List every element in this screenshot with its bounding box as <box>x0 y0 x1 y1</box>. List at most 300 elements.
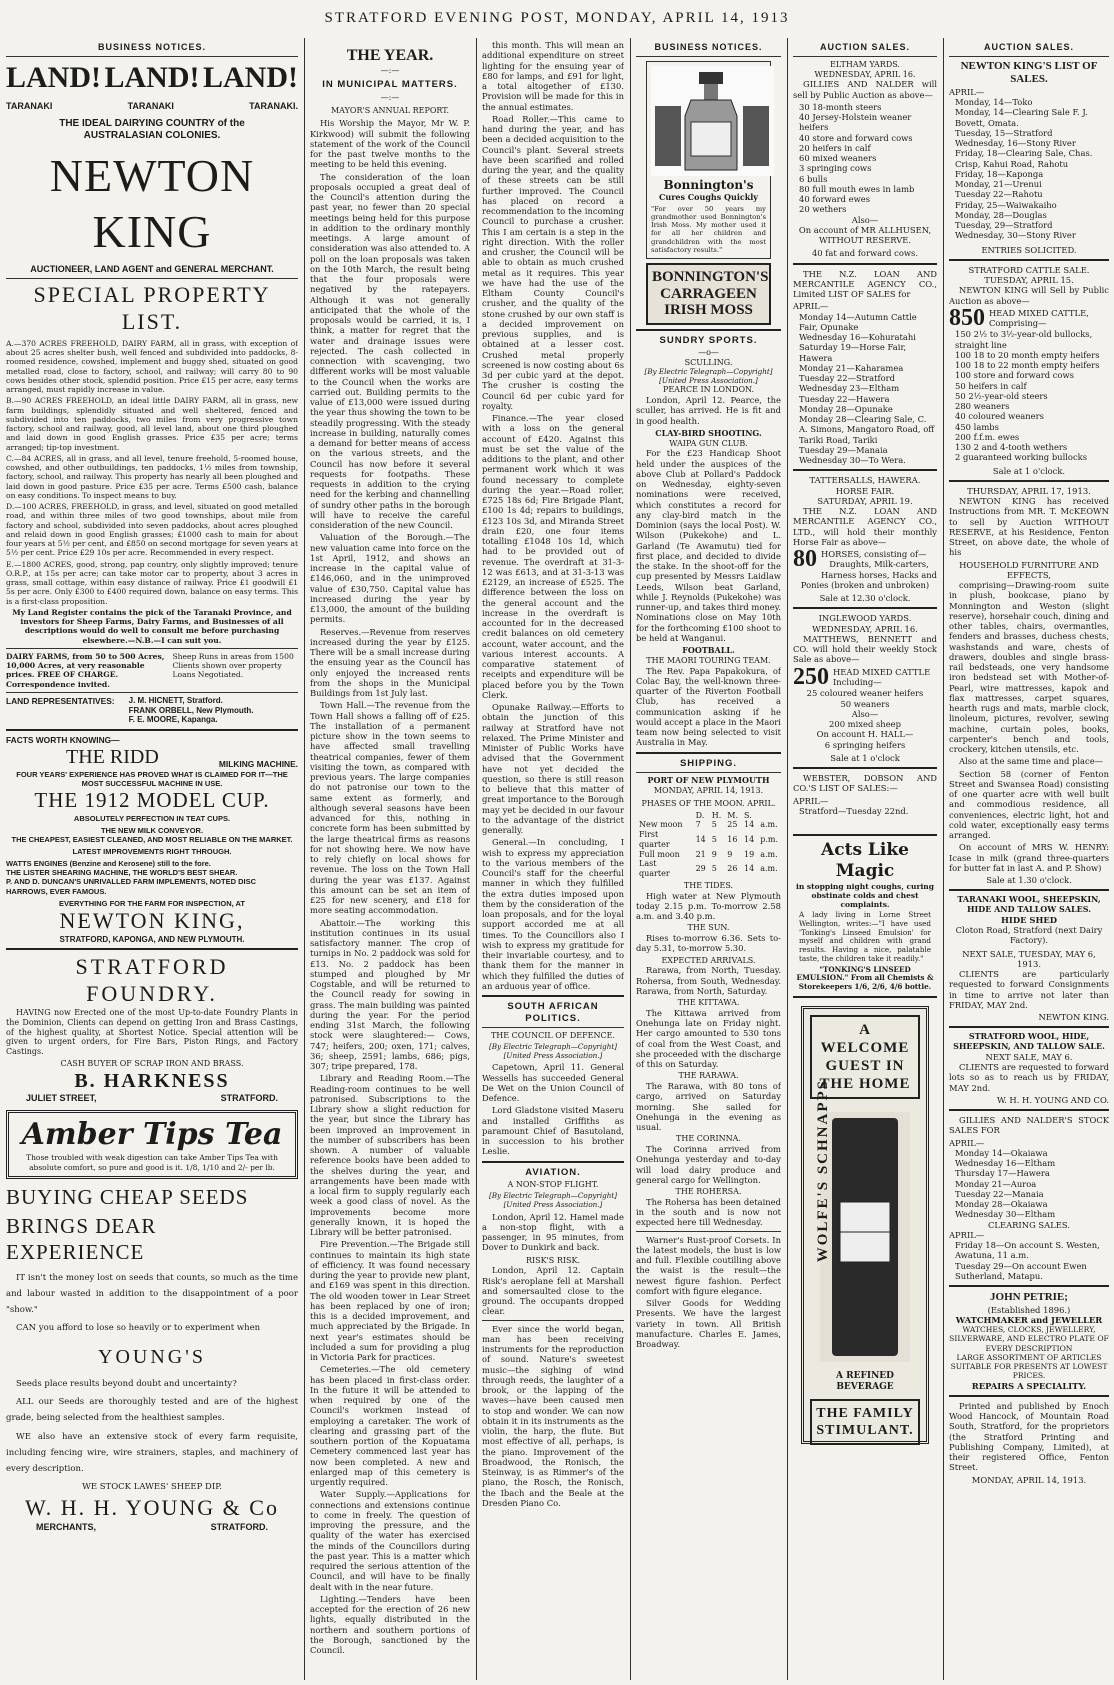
land-word: LAND! <box>203 60 298 94</box>
rarawa-title: THE RARAWA. <box>678 1071 739 1081</box>
list-item: Monday, 14—Toko <box>955 97 1033 108</box>
conveyor-line: THE CHEAPEST, EASIEST CLEANED, AND MOST RELIABLE ON THE MARKET. <box>11 834 293 844</box>
juliet-row <box>6 1093 298 1104</box>
list-item: Monday 14—Autumn Cattle Fair, Opunake <box>799 311 917 332</box>
article-paragraph: The Rarawa, with 80 tons of cargo, arrived on Saturday morning. She sailed for Onehunga in the evening as usual. <box>636 1081 781 1132</box>
sculling-head: PEARCE IN LONDON. <box>662 385 755 395</box>
cattle-list <box>793 688 937 750</box>
article-paragraph: Town Hall.—The revenue from the Town Hall shows a falling off of £25. The installation of a permanent picture show in the town seems to have affected small travelling theatrical companies, fewer of them visiting the town, as compared with previous years. The large companies do not patronise our town to the same extent as formerly, and although several seasons have been advanced for this, nothing in concrete form has been submitted by the large theatrical firms as reasons for not showing here. We now have to rely chiefly on local shows for revenue. The loss on the Town Hall during the year was £137. Against this amount can be set an item of £25 for new scenery, and £18 for more seating accommodation. <box>310 700 470 916</box>
list-item: 200 mixed sheep <box>829 719 901 730</box>
property-item: B.—90 ACRES FREEHOLD, an ideal little DAIRY FARM, all in grass, new farm buildings, splendidly situated and well sheltered, fenced and subdivided into ten paddocks, two miles from very progressive town factory, school and railway, good, all level land, about one third ploughed and laid down in good English grasses. Price £35 per acre; terms arranged; tip-top investment. <box>6 396 298 452</box>
april-label: APRIL— <box>793 301 829 312</box>
horse-fair: HORSE FAIR. <box>835 485 895 496</box>
list-item: 130 2 and 4-tooth wethers <box>955 442 1068 453</box>
port-title: PORT OF NEW PLYMOUTH <box>647 775 770 786</box>
lister-line: THE LISTER SHEARING MACHINE, THE WORLD'S BEST SHEAR. <box>6 868 238 878</box>
list-item: Tuesday 22—Hawera <box>799 393 890 404</box>
list-item: 40 coloured weaners <box>955 411 1044 422</box>
list-item: 50 2½-year-old steers <box>955 390 1048 401</box>
port-date: MONDAY, APRIL 14, 1913. <box>653 786 764 795</box>
article-paragraph: Road Roller.—This came to hand during the year, and has been a decided acquisition to the Council's plant. Several streets have been scarified and rolled during the year, and the quality of these streets can be still further improved. The Council has placed on record a recommendation to the incoming Council to purchase a crusher. This I am certain is a step in the right direction. With the roller and crusher, the Council will be able to obtain as much crushed metal as it requires. This year we have had the use of the Eltham County Council's crusher, and the quality of the stone crushed by our own staff is a decided improvement on previous supplies, and is obtained at a lesser cost. Crushed metal properly screened is now costing about 6s 3d per cubic yard at the depot. The crusher is costing the Council 6d per cubic yard for royalty. <box>482 113 624 411</box>
list-item: Tuesday 22—Manaia <box>955 1188 1044 1199</box>
juliet-street: JULIET STREET, <box>26 1092 97 1103</box>
column-5 <box>793 40 937 1680</box>
table-row: Last quarter 29 5 26 14 a.m. <box>639 859 778 878</box>
foundry-text: HAVING now Erected one of the most Up-to-date Foundry Plants in the Dominion, Clients can depend on getting Iron and Brass Castings, of the highest quality, at Shortest Notice. Special attention will be given to urgent orders, for Fire Bars, Piston Rings, and Factory Castings. <box>6 1008 298 1057</box>
horses-list: Draughts, Milk-carters, Harness horses, Hacks and Ponies (broken and unbroken) <box>800 559 937 590</box>
household-title: HOUSEHOLD FURNITURE AND EFFECTS, <box>959 559 1099 580</box>
list-item: Wednesday, 16—Stony River <box>955 138 1076 149</box>
report-heading: MAYOR'S ANNUAL REPORT. <box>330 105 450 115</box>
column-rule <box>787 38 788 1680</box>
section-heading: BUSINESS NOTICES. <box>97 42 206 52</box>
column-rule <box>630 38 631 1680</box>
big-number: 850 <box>949 307 985 330</box>
section-heading: AUCTION SALES. <box>983 42 1074 52</box>
inglewood-title: INGLEWOOD YARDS. <box>818 613 912 624</box>
property-list <box>6 339 298 645</box>
list-item: 100 18 to 20 month empty heifers <box>955 349 1100 360</box>
gn-title: GILLIES AND NALDER'S STOCK SALES FOR <box>949 1115 1109 1136</box>
taranaki-word: TARANAKI <box>127 100 174 111</box>
table-row: Full moon 21 9 9 19 a.m. <box>639 849 778 859</box>
hmc-label: HEAD MIXED CATTLE, Comprising— <box>989 307 1089 329</box>
juliet-place: STRATFORD. <box>220 1092 278 1103</box>
refined-line: A REFINED BEVERAGE <box>836 1370 894 1392</box>
clients-text: CLIENTS are particularly requested to forward Consignments in time to arrive not later than FRIDAY, MAY 2nd. <box>949 969 1109 1010</box>
list-item: Friday, 25—Waiwakaiho <box>955 199 1057 210</box>
dairy-country: THE IDEAL DAIRYING COUNTRY of the AUSTRALASIAN COLONIES. <box>59 117 245 141</box>
list-item: 100 18 to 22 month empty heifers <box>955 360 1100 371</box>
list-item: 40 store and forward cows <box>799 132 913 143</box>
sale-time: Sale at 1 o'clock <box>830 752 900 763</box>
property-item: A.—370 ACRES FREEHOLD, DAIRY FARM, all in grass, with exception of about 25 acres shelter bush, well fenced and subdivided into paddocks, 8-roomed residence, cowshed, implement and buggy shed, situated on good metalled road, close to factory, school, and railway; will carry 80 to 90 cows besides other stock, splendid position. Price £15 per acre, easy terms arranged, must rapidly increase in value. <box>6 338 298 394</box>
article-paragraph: The Corinna arrived from Onehunga yesterday and to-day will load dairy produce and general cargo for Wellington. <box>636 1144 781 1185</box>
ridd-title: THE RIDD <box>66 746 159 769</box>
petrie-name: JOHN PETRIE; <box>990 1291 1068 1304</box>
gn-list <box>955 1148 1109 1220</box>
sa-subtitle: THE COUNCIL OF DEFENCE. <box>490 1031 616 1041</box>
conveyor-title: THE NEW MILK CONVEYOR. <box>100 825 204 835</box>
hide-shed: HIDE SHED <box>1001 914 1057 925</box>
shipping-title: SHIPPING. <box>679 757 738 769</box>
risk-title: RISK'S RISK. <box>525 1255 581 1265</box>
clay-title: CLAY-BIRD SHOOTING. <box>655 427 762 438</box>
table-row: New moon 7 5 25 14 a.m. <box>639 820 778 830</box>
acts-text: A lady living in Lorne Street Wellington, writes:—"I have used 'Tonking's Linseed Emulsion' for myself and children with grand results. Having a nice, palatable taste, the children take it readily." <box>799 909 931 963</box>
article-title: THE YEAR. <box>346 47 434 64</box>
rohersa-title: THE ROHERSA. <box>675 1187 742 1196</box>
clearing-list <box>955 1240 1109 1281</box>
list-item: Friday, 18—Kaponga <box>955 168 1044 179</box>
taranaki-word: TARANAKI <box>6 100 53 111</box>
same-time: Also at the same time and place— <box>959 756 1104 767</box>
foundry-title: STRATFORD FOUNDRY. <box>75 954 229 1007</box>
article-paragraph: General.—In concluding, I wish to express my appreciation to the various members of the Council's staff for the cheerful manner in which they fulfilled the extra duties imposed upon them by the consideration of the loan proposals, and for the loyal support accorded me at all times. To the Councillors also I wish to express my gratitude for their invariable courtesy, and to thank them for the manner in which they fulfilled the duties of an arduous year of office. <box>482 837 624 991</box>
sale-time: Sale at 1 o'clock. <box>992 465 1066 476</box>
mbc-text: MATTHEWS, BENNETT and CO. will hold their weekly Stock Sale as above— <box>793 633 937 665</box>
ridd-sub: MILKING MACHINE. <box>218 759 298 770</box>
cattle-sale-title: STRATFORD CATTLE SALE. <box>968 264 1090 275</box>
article-paragraph: His Worship the Mayor, Mr W. P. Kirkwood) will submit the following statement of the work of the Council for the past twelve months to the meeting to be held this evening. <box>310 118 470 170</box>
arrivals-title: EXPECTED ARRIVALS. <box>661 955 756 965</box>
everything-line: EVERYTHING FOR THE FARM FOR INSPECTION, AT <box>59 898 245 908</box>
fat-cows: 40 fat and forward cows. <box>811 248 919 259</box>
silver-notice: Silver Goods for Wedding Presents. We have the largest variety in town. All British manufacture. Charles E. James, Broadway. <box>636 1298 781 1349</box>
clients-text: CLIENTS are requested to forward lots so as to reach us by FRIDAY, MAY 2nd. <box>949 1062 1109 1093</box>
eltham-title: ELTHAM YARDS. <box>830 59 900 69</box>
list-item: Monday, 28—Douglas <box>955 209 1047 220</box>
article-paragraph: London, April 12. Hamel made a non-stop flight, with a passenger, in 95 minutes, from Dover to Dunkirk and back. <box>482 1211 624 1253</box>
youngs-dip: WE STOCK LAWES' SHEEP DIP. <box>82 1482 222 1492</box>
list-item: Saturday 19—Horse Fair, Hawera <box>799 342 907 363</box>
article-paragraph: London, April 12. Captain Risk's aeroplane fell at Marshall and somersaulted close to the ground. The occupants dropped clear. <box>482 1265 624 1317</box>
facts-heading: FACTS WORTH KNOWING— <box>6 735 120 745</box>
hmc-list <box>955 329 1109 462</box>
article-paragraph: London, April 12. Pearce, the sculler, has arrived. He is fit and in good health. <box>636 395 781 426</box>
eltham-date: WEDNESDAY, APRIL 16. <box>814 69 916 79</box>
nz-list <box>799 312 937 466</box>
article-paragraph: Reserves.—Revenue from reserves increased during the year by £125. There will be a small increase during the ensuing year as the Council has only enjoyed the increased rents from the shops in the Municipal Buildings from 1st July last. <box>310 626 470 699</box>
thursday-date: THURSDAY, APRIL 17, 1913. <box>967 485 1091 496</box>
youngs-text: WE also have an extensive stock of every farm requisite, including fencing wire, wire strainers, staples, and machinery of every description. <box>6 1431 298 1474</box>
improvements-line: LATEST IMPROVEMENTS RIGHT THROUGH. <box>72 846 232 856</box>
buying-line-1: BUYING CHEAP SEEDS <box>6 1184 249 1209</box>
list-item: Tuesday, 29—Stratford <box>955 220 1053 231</box>
head-mixed-label: HEAD MIXED CATTLE Including— <box>833 666 931 687</box>
article-paragraph: Rarawa, from North, Tuesday. Rohersa, from South, Wednesday. Rarawa, from North, Saturday. <box>636 965 781 996</box>
list-item: Wednesday 16—Kohuratahi <box>799 332 916 343</box>
article-paragraph: Library and Reading Room.—The Reading-room continues to be well patronised. Subscriptions to the Library show a slight reduction for the year, but since the Library has been improved an improvement in the number of subscribers has been shown. A number of valuable reference books have been added to the shelves during the year, and arrangements have been made with a local firm to supply regularly each week a good class of novel. As the improvements become more generally known, it is hoped the Library will be better patronised. <box>310 1073 470 1238</box>
list-item: Monday 21—Kaharamea <box>799 362 904 373</box>
kittawa-title: THE KITTAWA. <box>677 998 740 1007</box>
dairy-farms-row <box>6 652 298 689</box>
article-paragraph: The Rev. Papa Papakokura, of Colac Bay, the well-known three-quarter of the Riverton Football Club, has received a communication asking if he would accept a place in the Maori team now being selected to visit Australia in May. <box>636 665 781 748</box>
ridd-row <box>6 745 298 769</box>
rep-name: F. E. MOORE, Kapanga. <box>128 715 218 725</box>
list-item: Monday, 14—Clearing Sale F. J. Bovett, Omata. <box>955 107 1088 128</box>
list-item: 280 weaners <box>955 401 1010 412</box>
cloton-road: Cloton Road, Stratford (next Dairy Factory). <box>955 925 1103 946</box>
list-item: Wednesday 30—Eltham <box>955 1209 1056 1220</box>
list-item: Monday 28—Okaiawa <box>955 1199 1048 1210</box>
bottle-icon <box>820 1112 910 1362</box>
sun-title: THE SUN. <box>687 923 730 933</box>
watts-line: WATTS ENGINES (Benzine and Kerosene) still to the fore. <box>6 859 211 869</box>
also-label: Also— <box>851 214 879 225</box>
clearing-title: CLEARING SALES. <box>988 1219 1070 1230</box>
list-item: Tuesday 29—On account Ewen Sutherland, Matapu. <box>955 1260 1087 1281</box>
family-stimulant: THE FAMILY STIMULANT. <box>810 1399 920 1445</box>
list-item: Wednesday, 30—Stony River <box>955 230 1076 241</box>
sports-title: SUNDRY SPORTS. <box>659 334 758 346</box>
article-paragraph: The Kittawa arrived from Onehunga late on Friday night. Her cargo amounted to 530 tons of coal from the West Coast, and she proceeded with the discharge of this on Saturday. <box>636 1007 781 1069</box>
sat-date: SATURDAY, APRIL 19. <box>817 495 913 506</box>
moon-head-cell: D. <box>695 810 705 820</box>
list-item: Friday 18—On account S. Westen, Awatuna, 11 a.m. <box>955 1240 1100 1261</box>
acts-sub: in stopping night coughs, curing obstinate colds and chest complaints. <box>795 881 934 909</box>
list-item: 200 f.f.m. ewes <box>955 431 1020 442</box>
list-item: Also— <box>851 708 879 719</box>
ridd-line: FOUR YEARS' EXPERIENCE HAS PROVED WHAT IS CLAIMED FOR IT—THE MOST SUCCESSFUL MACHINE IN USE. <box>16 769 288 788</box>
article-paragraph: Cemeteries.—The old cemetery has been placed in first-class order. In the future it will be attended to when required by one of the Council's workmen instead of employing a caretaker. The work of clearing and grassing part of the southern portion of the Kopuatama Cemetery commenced last year has now been completed. A new and enlarged map of this cemetery is urgently required. <box>310 1364 470 1488</box>
repairs: REPAIRS A SPECIALITY. <box>971 1380 1087 1391</box>
dairy-farms-text: DAIRY FARMS, from 50 to 500 Acres, 10,000 Acres, at very reasonable prices. FREE OF CHARGE. Correspondence invited. <box>6 651 165 689</box>
bonnington-text: "For over 50 years my grandmother used Bonnington's Irish Moss. My mother used it for all her children and grandchildren with the most satisfactory results." <box>651 204 766 254</box>
article-paragraph: High water at New Plymouth today 2.15 p.m. To-morrow 2.58 a.m. and 3.40 p.m. <box>636 890 781 921</box>
moon-head-cell <box>757 811 781 821</box>
section-text: Section 58 (corner of Fenton Street and Swansea Road) consisting of one quarter acre with well built and commodious residence, all conveniences, electric light, hot and cold water, exceptionally easy terms arranged. <box>949 768 1109 841</box>
football-title: FOOTBALL. <box>682 645 735 656</box>
list-item: 40 Jersey-Holstein weaner heifers <box>799 112 912 133</box>
webster-title: WEBSTER, DOBSON AND CO.'S LIST OF SALES:— <box>793 773 937 794</box>
section-heading: AUCTION SALES. <box>819 42 910 52</box>
land-banner <box>6 60 298 97</box>
list-item: Tuesday 29—Manaia <box>799 444 888 455</box>
newton-king-title: NEWTON KING <box>49 149 255 258</box>
list-item: 30 18-month steers <box>799 101 882 112</box>
moon-head-cell: M. <box>727 810 739 820</box>
wool-title: TARANAKI WOOL, SHEEPSKIN, HIDE AND TALLOW SALES. <box>957 894 1101 915</box>
list-item: 50 weaners <box>840 698 890 709</box>
list-item: 40 forward ewes <box>799 194 871 205</box>
nk-list-title: NEWTON KING'S LIST OF SALES. <box>960 59 1098 86</box>
list-item: Wednesday 23—Eltham <box>799 383 900 394</box>
column-rule <box>476 38 477 1680</box>
moon-head-cell: S. <box>744 810 752 820</box>
april-label: APRIL— <box>949 86 985 97</box>
bottle-icon <box>651 66 774 176</box>
sale-time: Sale at 12.30 o'clock. <box>819 593 911 604</box>
april-label: APRIL— <box>793 795 829 806</box>
column-rule <box>943 38 944 1680</box>
article-paragraph: Ever since the world began, man has been receiving instruments for the reproduction of sound. Nature's sweetest music—the sighing of wind through reeds, the laughter of a brook, or the lapping of the waves—have been caused men to stop and wonder. We can now obtain it in its instruments as the violin, the harp, the flute. But most effective of all, perhaps, is the piano. Improvement of the Broadwood, the Ronisch, the Steinway, is as Rimmer's of the piano, the Rosch, the Ronisch, the Ibach and the Beale at the Dresden Piano Co. <box>482 1323 624 1508</box>
rep-name: FRANK ORBELL, New Plymouth. <box>128 705 254 715</box>
merchants-label: MERCHANTS, <box>36 1521 96 1532</box>
list-item: 450 lambs <box>955 421 999 432</box>
merchants-row <box>6 1522 298 1533</box>
property-item: C.—84 ACRES, all in grass, and all level, tenure freehold, 5-roomed house, cowshed, and other outbuildings, ten paddocks, 1½ miles from township, factory, school, and railway. This property has nearly all been ploughed and laid down in good pasture. Price £35 per acre. Terms £500 cash, balance on easy conditions. To inspect means to buy. <box>6 453 298 500</box>
table-row: First quarter 14 5 16 14 p.m. <box>639 830 778 849</box>
article-paragraph: Lighting.—Tenders have been accepted for the erection of 26 new lights, equally distributed in the northern and southern portions of the Borough, sanctioned by the Council. <box>310 1593 470 1656</box>
list-item: Monday 28—Clearing Sale, C. A. Simons, Mangatoro Road, off Tariki Road, Tariki <box>799 414 935 445</box>
article-paragraph: Valuation of the Borough.—The new valuation came into force on the 1st April, 1912, and shows an increase in the capital value of £146,060, and in the unimproved value of £30,750. Capital value has increased during the year by £13,000, the amount of the building permits. <box>310 532 470 625</box>
taranaki-word: TARANAKI. <box>249 100 298 111</box>
list-item: 50 heifers in calf <box>955 380 1027 391</box>
imprint: Printed and published by Enoch Wood Hancock, of Mountain Road South, Stratford, for the proprietors (the Stratford Printing and Publishing Company, Limited), at their registered Office, Fenton Street. <box>949 1400 1109 1473</box>
watch-text: WATCHES, CLOCKS, JEWELLERY, SILVERWARE, AND ELECTRO PLATE OF EVERY DESCRIPTION <box>949 1325 1109 1353</box>
next-sale: NEXT SALE, TUESDAY, MAY 6, 1913. <box>962 948 1096 969</box>
watchmaker: WATCHMAKER and JEWELLER <box>955 1314 1103 1325</box>
sculling-byline: [By Electric Telegraph—Copyright] [United Press Association.] <box>644 366 773 385</box>
column-6 <box>949 40 1109 1680</box>
tattersalls-title: TATTERSALLS, HAWERA. <box>809 475 921 486</box>
special-list-title: SPECIAL PROPERTY LIST. <box>33 282 271 334</box>
aviation-subtitle: A NON-STOP FLIGHT. <box>507 1180 599 1190</box>
column-2: THE YEAR. —:— IN MUNICIPAL MATTERS. —:— MAYOR'S ANNUAL REPORT. His Worship the Mayor, Mr W. P. Kirkwood) will submit the following statement of the work of the Council for the past twelve months to the meeting to be held this evening. The consideration of the loan proposals occupied a great deal of the Council's attention during the past year, no fewer than 20 special meetings being held for this purpose in addition to the ordinary monthly meetings. A large amount of consideration was also attended to. A poll on the loan proposals was taken on the 10th March, the result being that the four proposals were negatived by the ratepayers. Although it was not generally anticipated that the whole of the proposals would be carried, it is, I think, a matter for regret that the water and drainage issues were rejected. The cash collected in connection with scavenging, two different works will be most valuable to the Council when the works are carried out. Building permits to the value of £13,000 were issued during the year thus showing the town to be steadily progressing. With the steady increase in building, naturally comes a demand for better means of access on the various streets, and the Council has now before it several requests for footpaths. These requests in addition to the crying need for the kerbing and channelling of sundry other paths in the borough will have to receive the careful consideration of the new Council. Valuation of the Borough.—The new valuation came into force on the 1st April, 1912, and shows an increase in the capital value of £146,060, and in the unimproved value of £30,750. Capital value has increased during the year by £13,000, the amount of the building permits. Reserves.—Revenue from reserves increased during the year by £125. There will be a small increase during the ensuing year as the Council has only enjoyed the increased rents from the shops in the Municipal Buildings from 1st July last. Town Hall.—The revenue from the Town Hall shows a falling off of £25. The installation of a permanent picture show in the town seems to have affected small travelling theatrical companies, fewer of them visiting the town, as compared with previous years. The large companies do not patronise our town to the same extent as formerly, and although several seasons have been advanced for this, nothing in concrete form has been submitted by the large theatrical firms as reasons for not showing here. We now have to rely chiefly on local shows for revenue. The loss on the Town Hall during the year was £137. Against this amount can be set an item of £25 for new scenery, and £18 for more seating accommodation. Abattoir.—The working this institution continues in its usual satisfactory manner. The crop of turnips in No. 2 paddock was sold for £13. No. 2 paddock has been stumped and ploughed by Mr Cogstable, and will be returned to the Council ready for sowing in grass. The main building was painted during the year. For the period ending 31st March, the following stock were slaughtered:— Cows, 747; heifers, 200; oxen, 171; calves, 36; sheep, 2591; lambs, 686; pigs, 307; tripe prepared, 178. Library and Reading Room.—The Reading-room continues to be well patronised. Subscriptions to the Library show a slight reduction for the year, but since the Library has been improved an improvement in the number of subscribers has been shown. A number of valuable reference books have been added to the shelves during the year, and arrangements have been made with a local firm to supply regularly each week a good class of novel. As the improvements become more generally known, it is hoped the Library will be better patronised. Fire Prevention.—The Brigade still continues to maintain its high state of efficiency. It was found necessary during the year to provide new plant, and £169 was spent in this direction. The old wooden tower in Lear Street has been replaced by one of iron; this is a decided improvement, and much appreciated by the Brigade. In next year's estimates should be included a sum for providing a plug in Victoria Park for practices. Cemeteries.—The old cemetery has been placed in first-class order. In the future it will be attended to when required by one of the Council's workmen instead of employing a caretaker. The work of clearing and grassing part of the southern portion of the Kopuatama Cemetery commenced last year has now been completed. A new and enlarged map of this cemetery is urgently required. Water Supply.—Applications for connections and extensions continue to come in freely. The question of improving the pressure, and the quality of the water has exercised the minds of the Councillors during the past year. This is a matter which required the serious attention of the Council, and will have to be finally dealt with in the near future. Lighting.—Tenders have been accepted for the erection of 26 new lights, equally distributed in the northern and southern portions of the Borough, sanctioned by the Council. <box>310 47 470 1656</box>
moon-table <box>636 811 781 879</box>
amber-tips-ad <box>6 1110 298 1179</box>
duncan-line: P. AND D. DUNCAN'S UNRIVALLED FARM IMPLEMENTS, NOTED DISC HARROWS, EVER FAMOUS. <box>6 877 256 896</box>
youngs-text: ALL our Seeds are thoroughly tested and are of the highest grade, being selected from the healthiest samples. <box>6 1397 298 1424</box>
masthead: STRATFORD EVENING POST, MONDAY, APRIL 14, 1913 <box>324 10 790 26</box>
list-item: Monday 28—Opunake <box>799 403 893 414</box>
role-line: AUCTIONEER, LAND AGENT and GENERAL MERCHANT. <box>30 264 274 275</box>
list-item: 20 heifers in calf <box>799 142 871 153</box>
nk-signature: NEWTON KING. <box>1038 1012 1109 1023</box>
list-item: 20 wethers <box>799 204 847 215</box>
list-item: Monday, 21—Urenui <box>955 179 1042 190</box>
april-label: APRIL— <box>949 1229 985 1240</box>
waipa-title: WAIPA GUN CLUB. <box>669 438 748 448</box>
article-paragraph: The Rohersa has been detained in the south and is now not expected here till Wednesday. <box>636 1196 781 1228</box>
big-number: 80 <box>793 549 817 573</box>
nk-instructions: NEWTON KING has received Instructions from MR. T. McKEOWN to sell by Auction WITHOUT RESERVE, at his Residence, Fenton Street, on above date, the whole of his <box>949 496 1109 558</box>
cattle-block <box>949 308 1109 330</box>
april-label: APRIL— <box>949 1137 985 1148</box>
horses-block <box>793 549 937 590</box>
rep-name: J. M. HICNETT, Stratford. <box>128 695 223 705</box>
bonnington-sub: Cures Coughs Quickly <box>659 191 758 202</box>
land-word: LAND! <box>104 60 200 94</box>
acts-title: Acts Like Magic <box>821 840 909 881</box>
article-paragraph: Rises to-morrow 6.36. Sets to-day 5.31, to-morrow 5.30. <box>636 933 781 954</box>
cup-title: THE 1912 MODEL CUP. <box>34 787 270 812</box>
buying-line-2: BRINGS DEAR EXPERIENCE <box>6 1214 157 1264</box>
article-paragraph: Capetown, April 11. General Wessells has succeeded General De Wet on the Union Council of Defence. <box>482 1062 624 1104</box>
acts-sell: "TONKING'S LINSEED EMULSION." From all Chemists & Storekeepers 1/6, 2/6, 4/6 bottle. <box>796 964 934 992</box>
sale-time: Sale at 1.30 o'clock. <box>986 875 1072 886</box>
bonnington-title: Bonnington's <box>663 178 754 193</box>
article-paragraph: Fire Prevention.—The Brigade still continues to maintain its high state of efficiency. It was found necessary during the year to provide new plant, and £169 was spent in this direction. The old wooden tower in Lear Street has been replaced by one of iron; this is a decided improvement, and much appreciated by the Brigade. In next year's estimates should be included a sum for providing a plug in Victoria Park for practices. <box>310 1239 470 1363</box>
next-sale: NEXT SALE, MAY 6. <box>985 1051 1073 1062</box>
list-item: 100 store and forward cows <box>955 370 1074 381</box>
list-item: 6 springing heifers <box>824 739 906 750</box>
amber-title: Amber Tips Tea <box>21 1116 283 1152</box>
whh-young-title: W. H. H. YOUNG & Co <box>25 1495 279 1521</box>
column-3 <box>482 40 624 1680</box>
article-subtitle: IN MUNICIPAL MATTERS. <box>322 79 458 91</box>
list-item: Tuesday 22—Rahotu <box>955 189 1043 200</box>
cup-line: ABSOLUTELY PERFECTION IN TEAT CUPS. <box>73 813 231 823</box>
list-item: 2 guaranteed working bullocks <box>955 452 1088 463</box>
gillies-intro: GILLIES AND NALDER will sell by Public Auction as above— <box>793 79 937 100</box>
bonnington-ad <box>646 61 771 259</box>
article-paragraph: For the £23 Handicap Shoot held under the auspices of the above Club at Pollard's Paddock on Wednesday, eighty-seven nominations were received, which constitutes a record for any clay-bird match in the Dominion (says the local Post). W. Wilson (Pukekohe) and L. Garland (Te Awamutu) tied for first place, and decided to divide the stake. In the shoot-off for the cup presented by Messrs Laidlaw Leeds, Wilson beat Garland, while J. Reynolds (Pukekohe) was runner-up, and takes third money. Nominations close on May 10th for the forthcoming £100 shoot to be held at Wanganui. <box>636 448 781 643</box>
list-item: Friday, 18—Clearing Sale, Chas. Crisp, Kahui Road, Rahotu <box>955 148 1093 169</box>
harkness-name: B. HARKNESS <box>74 1069 230 1092</box>
household-text: comprising—Drawing-room suite in plush, bookcase, piano by Monnington and Weston (slight reserve), horsehair couch, dining and other tables, chairs, overmantles, fenders and brasses, duchess chests, washstands and ware, chests of drawers, doubles and single brass-rail bedsteads, one very handsome iron bedstead set with Mother-of-Pearl, wire mattresses, kapok and flax mattresses, carpet squares, hearth rugs and mats, marble clock, linoleum, pictures, revolver, sewing machine, curtain poles, books, carpenter's bench and tools, crockery, kitchen utensils, etc. <box>949 580 1109 755</box>
bonnington-banner: BONNINGTON'S CARRAGEEN IRISH MOSS <box>646 263 771 325</box>
henry-text: On account of MRS W. HENRY: Icase in milk (grand three-quarters for butter fat in last A. and P. Show) <box>949 842 1109 873</box>
youngs-name: YOUNG'S <box>98 1346 206 1369</box>
land-register: My Land Register contains the pick of the Taranaki Province, and investors for Sheep Farms, Dairy Farms, and Businesses of all descriptions would do well to consult me before purchasing elsewhere.—N.B.—I can suit you. <box>12 607 292 645</box>
aviation-title: AVIATION. <box>525 1166 581 1178</box>
list-item: Monday 21—Auroa <box>955 1178 1037 1189</box>
article-paragraph: this month. This will mean an additional expenditure on street lighting for the ensuing year of £80 for lamps, and £91 for light, a total altogether of £130. Provision will be made for this in the annual estimates. <box>482 40 624 112</box>
warner-notice: Warner's Rust-proof Corsets. In the latest models, the bust is low and full. Flexible coutilling above the waist is the result—the newest figure fashion. Perfect comfort with figure elegance. <box>636 1234 781 1296</box>
list-item: Wednesday 30—To Wera. <box>799 455 906 466</box>
column-4: BUSINESS NOTICES. Bonnington's Cures Coughs Quickly "For over 50 years my grandmother used Bonnington's Irish Moss. My mother used it for all her children and grandchildren with the most satisfactory results." BONNINGTON'S CARRAGEEN IRISH MOSS SUNDRY SPORTS. —o— SCULLING. [By Electric Telegraph—Copyright] [United Press Association.] PEARCE IN LONDON. London, April 12. Pearce, the sculler, has arrived. He is fit and in good health. CLAY-BIRD SHOOTING. WAIPA GUN CLUB. For the £23 Handicap Shoot held under the auspices of the above Club at Pollard's Paddock on Wednesday, eighty-seven nominations were received, which constitutes a record for any clay-bird match in the Dominion (says the local Post). W. Wilson (Pukekohe) and L. Garland (Te Awamutu) tied for first place, and decided to divide the stake. In the shoot-off for the cup presented by Messrs Laidlaw Leeds, Wilson beat Garland, while J. Reynolds (Pukekohe) was runner-up, and takes third money. Nominations close on May 10th for the forthcoming £100 shoot to be held at Wanganui. FOOTBALL. THE MAORI TOURING TEAM. The Rev. Papa Papakokura, of Colac Bay, the well-known three-quarter of the Riverton Football Club, has received a communication asking if he would accept a place in the Maori team now being selected to visit Australia in May. SHIPPING. PORT OF NEW PLYMOUTH MONDAY, APRIL 14, 1913. PHASES OF THE MOON. APRIL. D. H. M. S. New moon 7 5 25 14 a.m. First quarter 14 5 16 14 p.m. Full moon 21 9 9 19 a.m. Last quarter 29 5 26 14 a.m. THE TIDES. High water at New Plymouth today 2.15 p.m. To-morrow 2.58 a.m. and 3.40 p.m. THE SUN. Rises to-morrow 6.36. Sets to-day 5.31, to-morrow 5.30. EXPECTED ARRIVALS. Rarawa, from North, Tuesday. Rohersa, from South, Wednesday. Rarawa, from North, Saturday. THE KITTAWA. The Kittawa arrived from Onehunga late on Friday night. Her cargo amounted to 530 tons of coal from the West Coast, and she proceeded with the discharge of this on Saturday. THE RARAWA. The Rarawa, with 80 tons of cargo, arrived on Saturday morning. She sailed for Onehunga in the evening as usual. THE CORINNA. The Corinna arrived from Onehunga yesterday and to-day will load dairy produce and general cargo for Wellington. THE ROHERSA. The Rohersa has been detained in the south and is now not expected here till Wednesday. Warner's Rust-proof Corsets. In the latest models, the bust is low and full. Flexible coutilling above the waist is the result—the newest figure fashion. Perfect comfort with figure elegance. Silver Goods for Wedding Presents. We have the largest variety in town. All British manufacture. Charles E. James, Broadway. <box>636 42 781 1349</box>
article-paragraph: Finance.—The year closed with a loss on the general account of £420. Against this must be set the value of the additions to the plant, and other permanent work which it was found necessary to complete during the year.—Road roller, £725 18s 6d; Fire Brigade Plant, £100 1s 4d; repairs to buildings, £123 10s 3d, and Miranda Street drain £20, one four items totalling £1048 10s 1d, which had to be provided out of revenue. The overdraft at 31-3-12 was £613, and at 31-3-13 was £2129, an increase of £525. The difference between the loss on the general account and the increase in the overdraft is accounted for in the decreased credit balances on old cemetery account, water account, and the various interest accounts. A comparative statement of receipts and expenditure will be placed before you by the Town Clerk. <box>482 413 624 700</box>
big-number: 250 <box>793 666 829 689</box>
youngs-text: CAN you afford to lose so heavily or to experiment when <box>16 1323 261 1334</box>
moon-title: PHASES OF THE MOON. APRIL. <box>641 798 776 808</box>
maori-title: THE MAORI TOURING TEAM. <box>646 655 771 665</box>
list-item: 3 springing cows <box>799 163 872 174</box>
swh-title: STRATFORD WOOL, HIDE, SHEEPSKIN, AND TALLOW SALE. <box>953 1031 1105 1052</box>
nk-list <box>955 97 1109 241</box>
reps-label: LAND REPRESENTATIVES: <box>6 695 115 706</box>
property-item: E.—1800 ACRES, good, strong, pap country, only slightly improved; tenure O.R.P., at 15s per acre; can take motor car to property, about 3 acres in grass, small cottage, within easy distance of railway. Price £1 goodwill £1 5s per acre. Only £300 to £400 required down, balance on easy terms. This is a first-class proposition. <box>6 559 298 606</box>
reps-block <box>6 696 298 725</box>
cattle-sale-date: TUESDAY, APRIL 15. <box>984 275 1074 286</box>
list-item: Thursday 17—Hawera <box>955 1168 1050 1179</box>
nz2-text: THE N.Z. LOAN AND MERCANTILE AGENCY CO., LTD., will hold their monthly Horse Fair as above— <box>793 506 937 547</box>
cattle-block <box>793 667 937 689</box>
wolfe-vertical: WOLFE'S SCHNAPPS <box>815 1078 831 1263</box>
horses-label: HORSES, consisting of— <box>821 549 927 560</box>
list-item: Stratford—Tuesday 22nd. <box>799 805 909 816</box>
inglewood-date: WEDNESDAY, APRIL 16. <box>812 623 918 634</box>
newton-king-small: NEWTON KING, <box>59 907 245 933</box>
merchants-place: STRATFORD. <box>210 1521 268 1532</box>
sa-byline: [By Electric Telegraph—Copyright] [United Press Association.] <box>488 1041 618 1060</box>
column-1 <box>6 40 298 1680</box>
large-assortment: LARGE ASSORTMENT OF ARTICLES SUITABLE FOR PRESENTS AT LOWEST PRICES. <box>950 1352 1108 1381</box>
newton-king-places: STRATFORD, KAPONGA, AND NEW PLYMOUTH. <box>59 934 245 944</box>
imprint-date: MONDAY, APRIL 14, 1913. <box>971 1474 1087 1485</box>
petrie-est: (Established 1896.) <box>987 1304 1071 1315</box>
sa-title: SOUTH AFRICAN POLITICS. <box>507 1001 599 1024</box>
youngs-ad <box>6 1270 298 1496</box>
moon-head-cell <box>636 811 693 821</box>
list-item: On account H. HALL— <box>816 729 914 740</box>
article-paragraph: Water Supply.—Applications for connections and extensions continue to come in freely. The question of improving the pressure, and the quality of the water has exercised the minds of the Councillors during the past year. This is a matter which required the serious attention of the Council, and will have to be finally dealt with in the near future. <box>310 1489 470 1592</box>
list-item: Wednesday 16—Eltham <box>955 1158 1056 1169</box>
list-item: 6 bulls <box>799 173 828 184</box>
article-paragraph: Abattoir.—The working this institution continues in its usual satisfactory manner. The crop of turnips in No. 2 paddock was sold for £13. No. 2 paddock has been stumped and ploughed by Mr Cogstable, and will be returned to the Council ready for sowing in grass. The main building was painted during the year. For the period ending 31st March, the following stock were slaughtered:— Cows, 747; heifers, 200; oxen, 171; calves, 36; sheep, 2591; lambs, 686; pigs, 307; tripe prepared, 178. <box>310 917 470 1072</box>
land-word: LAND! <box>6 60 101 94</box>
column-rule <box>304 38 305 1680</box>
section-heading: BUSINESS NOTICES. <box>654 42 763 52</box>
welcome-banner: A WELCOME GUEST IN THE HOME <box>810 1015 920 1099</box>
corinna-title: THE CORINNA. <box>676 1134 741 1144</box>
youngs-text: IT isn't the money lost on seeds that counts, so much as the time and labour wasted in addition to the disappointment of a poor "show." <box>6 1272 298 1315</box>
list-item: 60 mixed weaners <box>799 153 877 164</box>
sculling-title: SCULLING. <box>684 358 733 368</box>
moon-head-row <box>636 811 781 821</box>
list-item: Monday 14—Okaiawa <box>955 1147 1048 1158</box>
sheep-runs-text: Sheep Runs in areas from 1500 Clients shown over property Loans Negotiated. <box>172 651 294 680</box>
gillies-list <box>799 102 937 215</box>
whh-signature: W. H. H. YOUNG AND CO. <box>996 1094 1109 1105</box>
amber-sub: Those troubled with weak digestion can take Amber Tips Tea with absolute comfort, so pure and good is it. 1/8, 1/10 and 2/- per lb. <box>26 1153 278 1172</box>
list-item: Tuesday, 15—Stratford <box>955 127 1053 138</box>
moon-head-cell: H. <box>711 810 722 820</box>
schnapps-ad <box>801 1006 929 1444</box>
allhusen-line: On account of MR ALLHUSEN, WITHOUT RESERVE. <box>798 224 932 246</box>
property-item: D.—100 ACRES, FREEHOLD, in grass, and level, situated on good metalled road, and within three miles of two good townships, about mile from factory and school, subdivided into seven paddocks, about acres ploughed and relaid down in good English grasses; £1000 cash to main for about four years at 5½ per cent, and £850 on second mortgage for seven years at 5½ per cent. Price £29 10s per acre. Recommended in every respect. <box>6 502 298 558</box>
nk-sell: NEWTON KING will Sell by Public Auction as above— <box>949 285 1109 306</box>
entries-line: ENTRIES SOLICITED. <box>981 244 1077 255</box>
list-item: Tuesday 22—Stratford <box>799 373 895 384</box>
article-paragraph: The consideration of the loan proposals occupied a great deal of the Council's attention during the past year, no fewer than 20 special meetings being held for this purpose in addition to the ordinary monthly meetings. A large amount of consideration was also attended to. A poll on the loan proposals was taken on the 10th March, the result being that the four proposals were negatived by the ratepayers. Although it was not generally anticipated that the whole of the proposals would be carried, it is, I think, a matter for regret that the water and drainage issues were rejected. The cash collected in connection with scavenging, two different works will be most valuable to the Council when the works are carried out. Building permits to the value of £13,000 were issued during the year thus showing the town to be steadily progressing. With the steady increase in building, naturally comes a demand for better means of access on the various streets, and the Council has now before it several requests for footpaths. These requests in addition to the crying need for the kerbing and channelling of sundry other paths in the borough will have to receive the careful consideration of the new Council. <box>310 171 470 531</box>
cash-buyer: CASH BUYER OF SCRAP IRON AND BRASS. <box>60 1058 244 1068</box>
article-paragraph: Lord Gladstone visited Maseru and installed Griffiths as paramount Chief of Basutoland, in succession to his brother Leslie. <box>482 1105 624 1157</box>
list-item: 25 coloured weaner heifers <box>806 688 924 699</box>
list-item: 80 full mouth ewes in lamb <box>799 183 915 194</box>
